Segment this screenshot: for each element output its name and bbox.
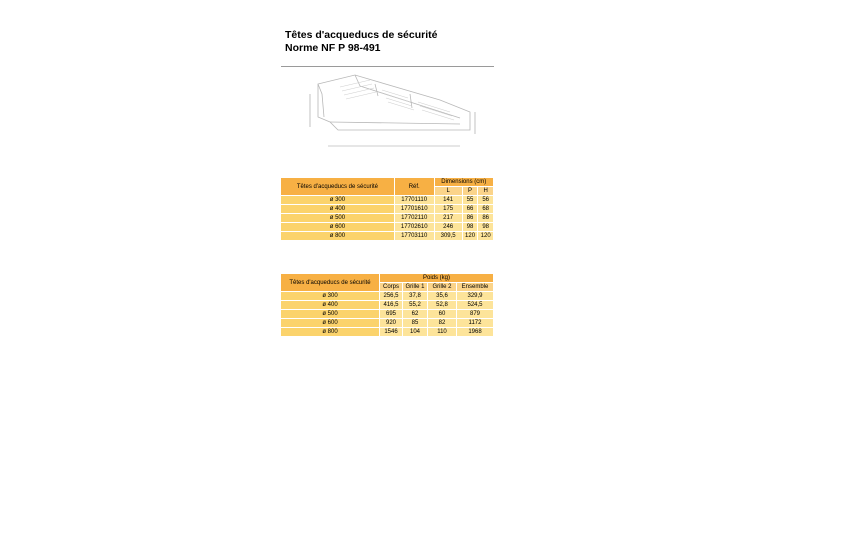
header-label: Têtes d'acqueducs de sécurité (281, 274, 379, 291)
row-ref: 17701610 (395, 205, 434, 213)
row-label: ø 500 (281, 310, 379, 318)
header-ref: Réf. (395, 178, 434, 195)
table-row (281, 310, 493, 318)
row-h: 98 (478, 223, 493, 231)
row-l: 246 (435, 223, 462, 231)
weights-table (280, 273, 494, 337)
subheader-h: H (478, 187, 493, 195)
table-row (281, 301, 493, 309)
table-row (281, 223, 493, 231)
row-p: 120 (463, 232, 478, 240)
title-line-2: Norme NF P 98-491 (285, 42, 381, 54)
row-l: 141 (435, 196, 462, 204)
row-label: ø 400 (281, 205, 394, 213)
table-row (281, 319, 493, 327)
row-grille-2: 110 (428, 328, 456, 336)
header-label: Têtes d'acqueducs de sécurité (281, 178, 394, 195)
row-ref: 17703110 (395, 232, 434, 240)
row-h: 68 (478, 205, 493, 213)
row-label: ø 600 (281, 319, 379, 327)
row-corps: 920 (380, 319, 402, 327)
row-h: 56 (478, 196, 493, 204)
row-corps: 416,5 (380, 301, 402, 309)
header-weight: Poids (kg) (380, 274, 493, 282)
row-l: 309,5 (435, 232, 462, 240)
row-p: 55 (463, 196, 478, 204)
row-ensemble: 879 (457, 310, 493, 318)
subheader-ensemble: Ensemble (457, 283, 493, 291)
table-row (281, 292, 493, 300)
row-ensemble: 329,9 (457, 292, 493, 300)
row-h: 120 (478, 232, 493, 240)
row-grille-1: 85 (403, 319, 427, 327)
subheader-grille-2: Grille 2 (428, 283, 456, 291)
row-label: ø 300 (281, 292, 379, 300)
row-ensemble: 1172 (457, 319, 493, 327)
title-line-1: Têtes d'acqueducs de sécurité (285, 29, 438, 41)
row-h: 86 (478, 214, 493, 222)
row-ensemble: 1968 (457, 328, 493, 336)
row-grille-2: 35,6 (428, 292, 456, 300)
subheader-l: L (435, 187, 462, 195)
row-label: ø 800 (281, 232, 394, 240)
row-p: 98 (463, 223, 478, 231)
row-label: ø 400 (281, 301, 379, 309)
dimensions-table (280, 177, 494, 241)
row-grille-1: 55,2 (403, 301, 427, 309)
row-grille-2: 82 (428, 319, 456, 327)
culvert-head-drawing (300, 72, 485, 154)
table-row (281, 232, 493, 240)
subheader-p: P (463, 187, 478, 195)
row-ensemble: 524,5 (457, 301, 493, 309)
table-row (281, 328, 493, 336)
row-l: 175 (435, 205, 462, 213)
title-divider (281, 66, 494, 67)
header-dimensions: Dimensions (cm) (435, 178, 493, 186)
row-label: ø 500 (281, 214, 394, 222)
row-grille-2: 60 (428, 310, 456, 318)
table-row (281, 214, 493, 222)
row-ref: 17702110 (395, 214, 434, 222)
row-ref: 17702610 (395, 223, 434, 231)
table-row (281, 196, 493, 204)
row-l: 217 (435, 214, 462, 222)
row-corps: 1546 (380, 328, 402, 336)
row-grille-1: 62 (403, 310, 427, 318)
document-title (285, 29, 437, 55)
row-p: 66 (463, 205, 478, 213)
row-p: 86 (463, 214, 478, 222)
row-label: ø 600 (281, 223, 394, 231)
row-grille-2: 52,8 (428, 301, 456, 309)
row-grille-1: 104 (403, 328, 427, 336)
table-row (281, 205, 493, 213)
row-label: ø 300 (281, 196, 394, 204)
subheader-grille-1: Grille 1 (403, 283, 427, 291)
row-corps: 695 (380, 310, 402, 318)
row-corps: 256,5 (380, 292, 402, 300)
row-grille-1: 37,8 (403, 292, 427, 300)
row-label: ø 800 (281, 328, 379, 336)
subheader-corps: Corps (380, 283, 402, 291)
row-ref: 17701110 (395, 196, 434, 204)
